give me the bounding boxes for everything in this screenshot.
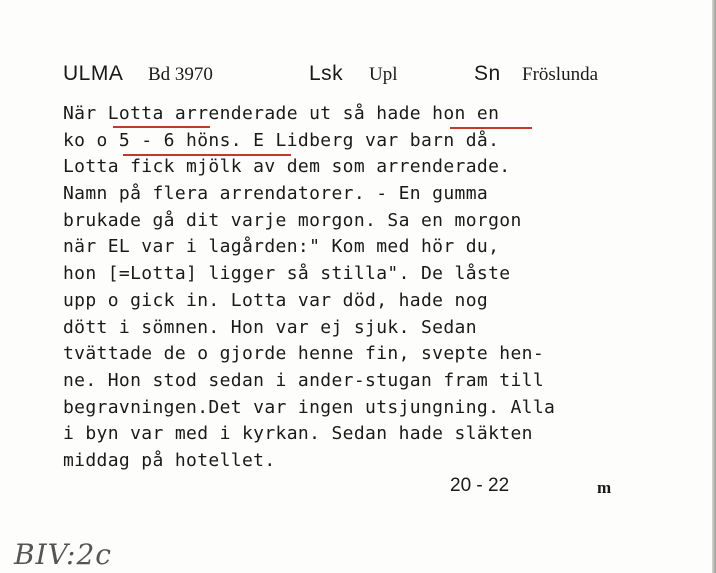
text-line: brukade gå dit varje morgon. Sa en morgon	[63, 209, 522, 231]
card-header	[0, 62, 716, 88]
record-text	[63, 101, 703, 475]
socken-value: Fröslunda	[522, 64, 598, 85]
text-line: begravningen.Det var ingen utsjungning. Alla	[63, 396, 556, 418]
underline-lotta	[113, 126, 210, 128]
text-line: i byn var med i kyrkan. Sedan hade släkten	[63, 423, 533, 445]
text-line: När Lotta arrenderade ut så hade hon en	[63, 103, 500, 124]
record-unit: m	[597, 478, 612, 497]
archive-name: ULMA	[63, 62, 124, 85]
text-line: Lotta fick mjölk av dem som arrenderade.	[63, 156, 511, 178]
text-line: ko o 5 - 6 höns. E Lidberg var barn då.	[63, 129, 500, 151]
text-line: tvättade de o gjorde henne fin, svepte hen-	[63, 343, 545, 365]
text-line: upp o gick in. Lotta var död, hade nog	[63, 289, 489, 311]
text-line: ne. Hon stod sedan i ander-stugan fram till	[63, 369, 545, 391]
underline-hade-hon	[450, 127, 532, 129]
landskap-label: Lsk	[309, 62, 344, 85]
text-line: Namn på flera arrendatorer. - En gumma	[63, 183, 489, 205]
text-line: middag på hotellet.	[63, 449, 276, 471]
text-line: dött i sömnen. Hon var ej sjuk. Sedan	[63, 316, 477, 338]
landskap-value: Upl	[369, 64, 398, 85]
volume-number: Bd 3970	[148, 64, 213, 85]
socken-label: Sn	[474, 62, 501, 85]
record-date: 20 - 22	[450, 475, 510, 496]
shelf-signum: BIV:2c	[14, 538, 112, 571]
text-line: när EL var i lagården:" Kom med hör du,	[63, 236, 500, 258]
text-line: hon [=Lotta] ligger så stilla". De låste	[63, 263, 511, 285]
underline-hons	[123, 154, 291, 156]
